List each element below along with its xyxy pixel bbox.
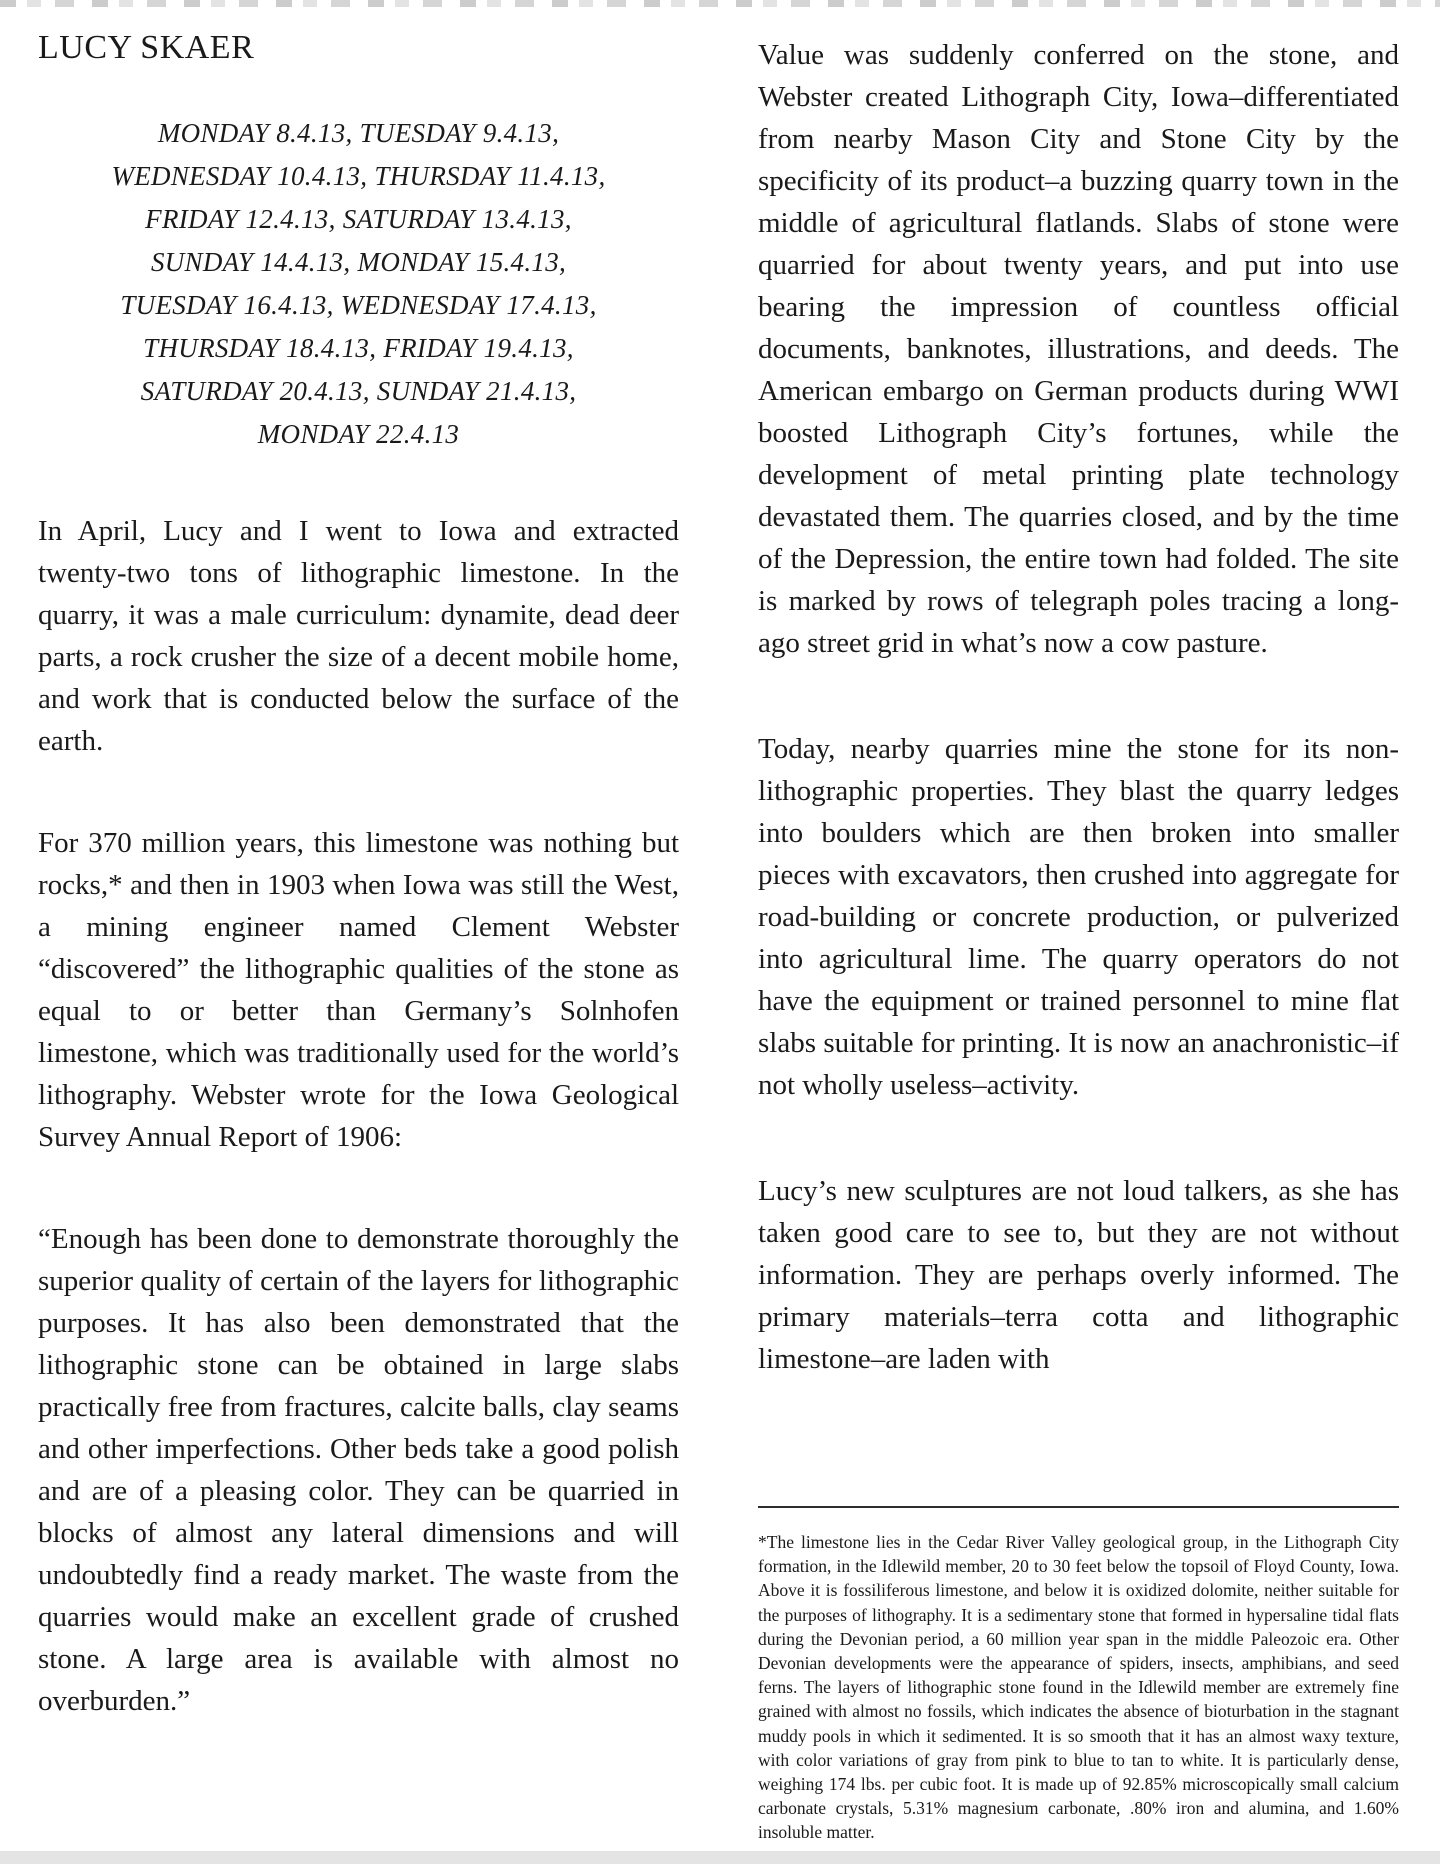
right-column xyxy=(758,34,1399,1380)
date-line: WEDNESDAY 10.4.13, THURSDAY 11.4.13, xyxy=(111,161,606,191)
body-paragraph: “Enough has been done to demonstrate thoroughly the superior quality of certain of the layers for lithographic purposes. It has also been demonstrated that the lithographic stone can be obtained in large slabs practically free from fractures, calcite balls, clay seams and other imperfections. Other beds take a good polish and are of a pleasing color. They can be quarried in blocks of almost any lateral dimensions and will undoubtedly find a ready market. The waste from the quarries would make an excellent grade of crushed stone. A large area is available with almost no overburden.” xyxy=(38,1223,679,1717)
body-paragraph: Lucy’s new sculptures are not loud talkers, as she has taken good care to see to, but they are not without information. They are perhaps overly informed. The primary materials–terra cotta and lithographic limestone–are laden with xyxy=(758,1175,1399,1375)
date-line: SUNDAY 14.4.13, MONDAY 15.4.13, xyxy=(150,247,567,277)
body-paragraph: Value was suddenly conferred on the stone, and Webster created Lithograph City, Iowa–differentiated from nearby Mason City and Stone City by the specificity of its product–a buzzing quarry town in the middle of agricultural flatlands. Slabs of stone were quarried for about twenty years, and put into use bearing the impression of countless official documents, banknotes, illustrations, and deeds. The American embargo on German products during WWI boosted Lithograph City’s fortunes, while the development of metal printing plate technology devastated them. The quarries closed, and by the time of the Depression, the entire town had folded. The site is marked by rows of telegraph poles tracing a long-ago street grid in what’s now a cow pasture. xyxy=(758,39,1399,659)
date-line: THURSDAY 18.4.13, FRIDAY 19.4.13, xyxy=(143,333,574,363)
date-line: MONDAY 22.4.13 xyxy=(257,419,460,449)
date-line: MONDAY 8.4.13, TUESDAY 9.4.13, xyxy=(157,118,560,148)
body-paragraph: Today, nearby quarries mine the stone for its non-lithographic properties. They blast the quarry ledges into boulders which are then broken into smaller pieces with excavators, then crushed into aggregate for road-building or concrete production, or pulverized into agricultural lime. The quarry operators do not have the equipment or trained personnel to mine flat slabs suitable for printing. It is now an anachronistic–if not wholly useless–activity. xyxy=(758,733,1399,1101)
dates-heading xyxy=(38,112,679,456)
body-paragraph: For 370 million years, this limestone was nothing but rocks,* and then in 1903 when Iowa was still the West, a mining engineer named Clement Webster “discovered” the lithographic qualities of the stone as equal to or better than Germany’s Solnhofen limestone, which was traditionally used for the world’s lithography. Webster wrote for the Iowa Geological Survey Annual Report of 1906: xyxy=(38,827,679,1153)
page-top-crop-artifact xyxy=(0,0,1440,7)
date-line: SATURDAY 20.4.13, SUNDAY 21.4.13, xyxy=(140,376,577,406)
page-title: LUCY SKAER xyxy=(38,29,255,66)
footnote-text: *The limestone lies in the Cedar River Valley geological group, in the Lithograph City formation, in the Idlewild member, 20 to 30 feet below the topsoil of Floyd County, Iowa. Above it is fossiliferous limestone, and below it is oxidized dolomite, neither suitable for the purposes of lithography. It is a sedimentary stone that formed in hypersaline tidal flats during the Devonian period, a 60 million year span in the middle Paleozoic era. Other Devonian developments were the appearance of spiders, insects, amphibians, and seed ferns. The layers of lithographic stone found in the Idlewild member are extremely fine grained with almost no fossils, which indicates the absence of bioturbation in the stagnant muddy pools in which it sedimented. It is so smooth that it has an almost waxy texture, with color variations of gray from pink to blue to tan to white. It is particularly dense, weighing 174 lbs. per cubic foot. It is made up of 92.85% microscopically small calcium carbonate crystals, 5.31% magnesium carbonate, .80% iron and alumina, and 1.60% insoluble matter. xyxy=(758,1532,1399,1843)
date-line: TUESDAY 16.4.13, WEDNESDAY 17.4.13, xyxy=(120,290,597,320)
page-bottom-edge-artifact xyxy=(0,1851,1440,1864)
body-paragraph: In April, Lucy and I went to Iowa and extracted twenty-two tons of lithographic limestone. In the quarry, it was a male curriculum: dynamite, dead deer parts, a rock crusher the size of a decent mobile home, and work that is conducted below the surface of the earth. xyxy=(38,515,679,757)
left-column xyxy=(38,28,679,1722)
date-line: FRIDAY 12.4.13, SATURDAY 13.4.13, xyxy=(145,204,572,234)
footnote xyxy=(758,1506,1399,1845)
footnote-divider xyxy=(758,1506,1399,1508)
